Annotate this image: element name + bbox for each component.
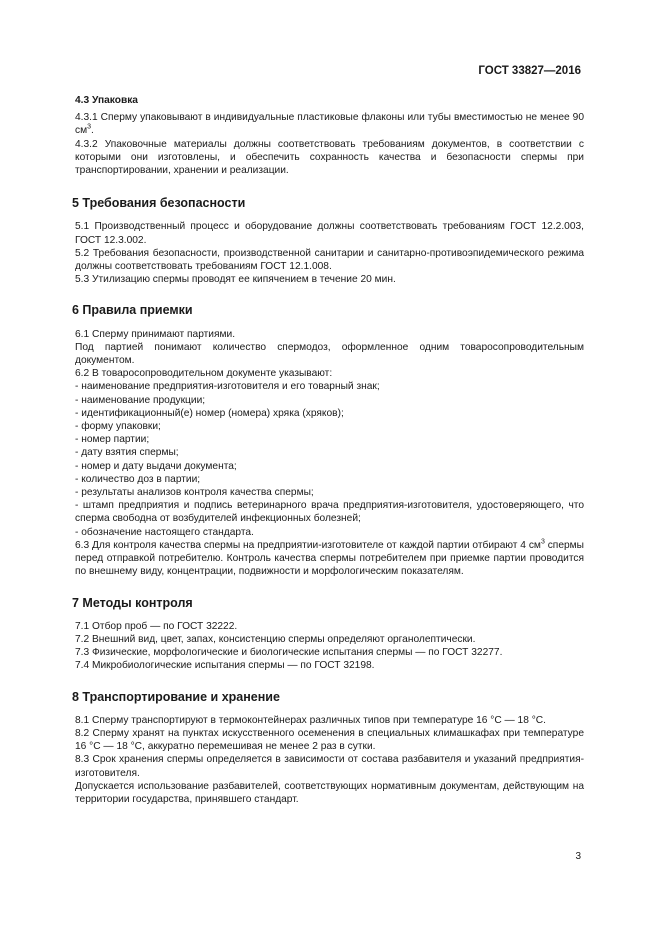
list-item: - форму упаковки; — [75, 421, 161, 433]
list-item: - наименование предприятия-изготовителя и его товарный знак; — [75, 381, 380, 393]
list-item: - дату взятия спермы; — [75, 447, 179, 459]
paragraph-4-3-2: 4.3.2 Упаковочные материалы должны соответствовать требованиям документов, в соответствии с которыми они изготовлены, и обеспечить сохранность качества и безопасности спермы при транспортировании, хранении и реализации. — [75, 138, 584, 177]
list-item: - наименование продукции; — [75, 394, 206, 406]
paragraph-4-3-1-text: 4.3.1 Сперму упаковывают в индивидуальные пластиковые флаконы или тубы вместимостью не менее 90 см — [75, 112, 584, 137]
section-5-title: 5 Требования безопасности — [72, 196, 246, 211]
superscript-3: 3 — [87, 124, 92, 132]
paragraph-6-3-end: спермы перед отправкой потребителю. Контроль качества спермы потребителем при приемке партии проводится по внешнему виду, концентрации, подвижности и морфологическим показателям. — [75, 539, 584, 578]
document-contents-list — [75, 380, 584, 538]
section-7-title: 7 Методы контроля — [72, 595, 193, 610]
paragraph-8-3-note: Допускается использование разбавителей, соответствующих нормативным документам, действующим на территории государства, принявшего стандарт. — [75, 780, 584, 805]
paragraph-7-3: 7.3 Физические, морфологические и биологические испытания спермы — по ГОСТ 32277. — [75, 647, 503, 659]
section-6-title: 6 Правила приемки — [72, 303, 193, 318]
paragraph-4-3-1 — [75, 111, 584, 137]
paragraph-8-3: 8.3 Срок хранения спермы определяется в зависимости от состава разбавителя и указаний предприятия-изготовителя. — [75, 754, 584, 779]
paragraph-7-4: 7.4 Микробиологические испытания спермы — по ГОСТ 32198. — [75, 660, 375, 672]
page-number: 3 — [575, 851, 581, 862]
superscript-3: 3 — [540, 538, 545, 546]
list-item: - обозначение настоящего стандарта. — [75, 526, 254, 538]
paragraph-7-1: 7.1 Отбор проб — по ГОСТ 32222. — [75, 620, 238, 632]
document-body — [72, 94, 584, 806]
paragraph-8-2: 8.2 Сперму хранят на пунктах искусственного осеменения в специальных климашкафах при температуре 16 °С — 18 °С, аккуратно перемешивая не менее 2 раз в сутки. — [75, 727, 584, 753]
section-4-3-title: 4.3 Упаковка — [75, 95, 138, 106]
paragraph-7-2: 7.2 Внешний вид, цвет, запах, консистенцию спермы определяют органолептически. — [75, 633, 476, 645]
document-header-code: ГОСТ 33827—2016 — [478, 65, 581, 77]
list-item: - результаты анализов контроля качества спермы; — [75, 487, 314, 499]
list-item: - штамп предприятия и подпись ветеринарного врача предприятия-изготовителя, удостоверяющего, что сперма свободна от возбудителей инфекционных болезней; — [75, 500, 584, 525]
paragraph-6-1: 6.1 Сперму принимают партиями. — [75, 328, 236, 340]
paragraph-5-2: 5.2 Требования безопасности, производственной санитарии и санитарно-противоэпидемического режима должны соответствовать требованиям ГОСТ 12.1.008. — [75, 247, 584, 273]
list-item: - номер и дату выдачи документа; — [75, 460, 237, 472]
paragraph-4-3-1-end: . — [91, 125, 94, 137]
paragraph-6-1-definition: Под партией понимают количество спермодоз, оформленное одним товаросопроводительным документом. — [75, 341, 584, 367]
paragraph-5-3: 5.3 Утилизацию спермы проводят ее кипячением в течение 20 мин. — [75, 274, 396, 286]
paragraph-6-3-text: 6.3 Для контроля качества спермы на предприятии-изготовителе от каждой партии отбирают 4 см — [75, 539, 541, 551]
paragraph-6-3 — [75, 539, 584, 579]
list-item: - номер партии; — [75, 434, 150, 446]
list-item: - идентификационный(е) номер (номера) хряка (хряков); — [75, 407, 344, 419]
section-8-title: 8 Транспортирование и хранение — [72, 689, 280, 704]
paragraph-8-1: 8.1 Сперму транспортируют в термоконтейнерах различных типов при температуре 16 °С — 18 °С. — [75, 714, 546, 726]
list-item: - количество доз в партии; — [75, 473, 201, 485]
paragraph-5-1: 5.1 Производственный процесс и оборудование должны соответствовать требованиям ГОСТ 12.2.003, ГОСТ 12.3.002. — [75, 221, 584, 246]
paragraph-6-2: 6.2 В товаросопроводительном документе указывают: — [75, 368, 333, 380]
